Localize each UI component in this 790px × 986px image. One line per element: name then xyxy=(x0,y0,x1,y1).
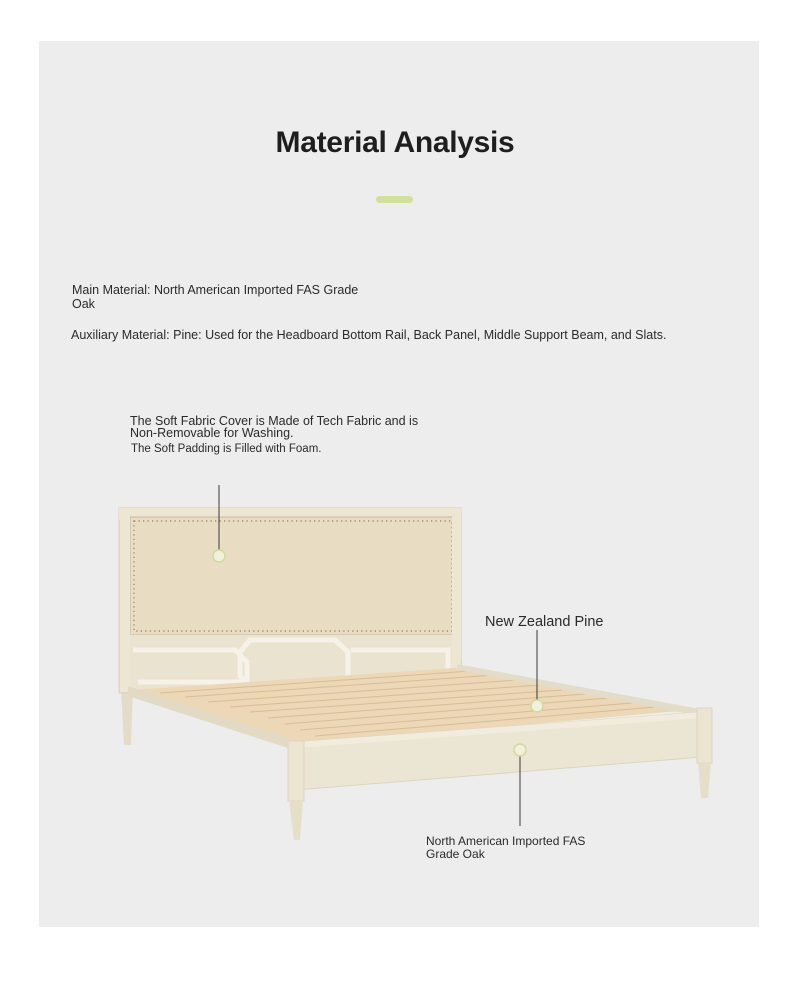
fabric-marker xyxy=(213,550,225,562)
auxiliary-material-text: Auxiliary Material: Pine: Used for the Headboard Bottom Rail, Back Panel, Middle Support Beam, and Slats. xyxy=(71,328,667,342)
upholstered-panel xyxy=(130,517,456,635)
main-material-text: Main Material: North American Imported FAS Grade Oak xyxy=(72,283,359,311)
foot-post-left xyxy=(288,741,304,801)
fabric-callout: The Soft Fabric Cover is Made of Tech Fabric and is Non-Removable for Washing. xyxy=(130,414,419,440)
front-right-leg xyxy=(698,762,711,798)
pine-marker xyxy=(531,700,543,712)
oak-callout: North American Imported FAS Grade Oak xyxy=(426,834,586,861)
padding-callout: The Soft Padding is Filled with Foam. xyxy=(131,443,322,455)
oak-marker xyxy=(514,744,526,756)
front-left-leg xyxy=(289,800,303,840)
back-left-leg xyxy=(121,690,133,745)
page-title: Material Analysis xyxy=(275,126,515,159)
pine-callout: New Zealand Pine xyxy=(485,614,604,630)
foot-post-right xyxy=(697,708,712,763)
